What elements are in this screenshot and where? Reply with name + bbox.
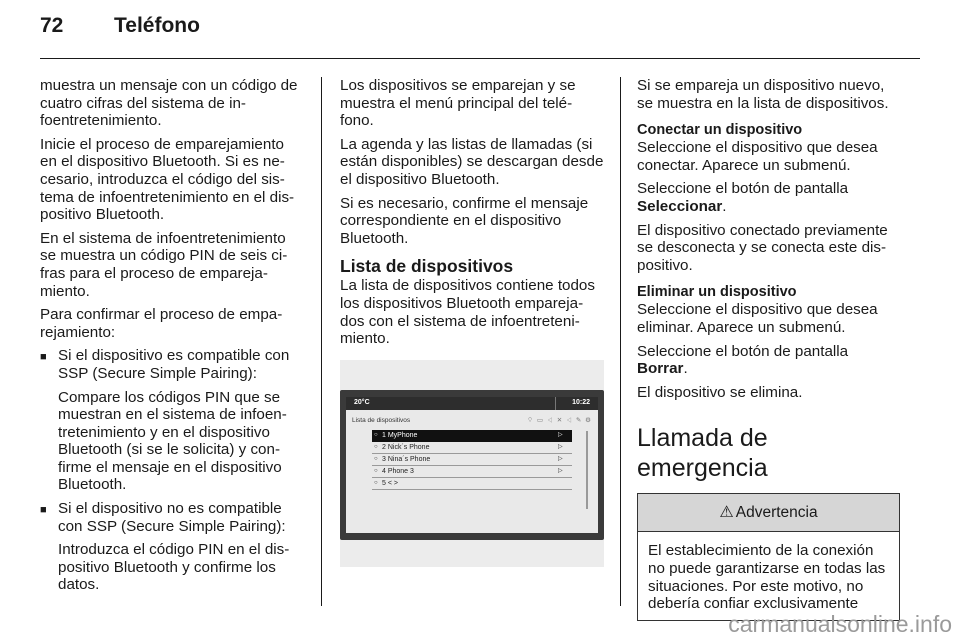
status-bar [346,397,598,410]
warning-text: El establecimiento de la conexión no puede garantizarse en todas las situaciones. Por este motivo, no debería confiar exclusivamente [648,542,886,613]
column-divider [321,77,322,606]
warning-box [637,493,900,621]
header-rule [40,58,920,59]
paragraph: El dispositivo se elimina. [637,383,803,401]
warning-header [638,494,899,532]
status-separator [555,397,556,410]
text: Seleccione el botón de pantalla [637,180,849,198]
radio-icon: ○ [374,432,378,439]
arrow-right-icon: ▷ [558,468,563,475]
bullet-square-icon: ■ [40,351,47,364]
display-bezel [340,390,604,540]
radio-icon: ○ [374,444,378,451]
page-header [40,14,200,54]
device-name: 1 MyPhone [382,432,418,440]
bullet-subtext: Compare los códigos PIN que se muestran en el sistema de infoen- tretenimiento y en el dispositivo Bluetooth (si se le solicita) y con- firme el mensaje en el dispositivo Bluetooth. [58,388,287,494]
page-number: 72 [40,14,64,37]
column-2 [340,77,606,567]
bullet-text: Si el dispositivo es compatible con SSP (Secure Simple Pairing): [58,347,290,382]
device-list-screenshot [340,360,604,567]
scrollbar[interactable] [586,431,588,509]
bullet-text: Si el dispositivo no es compatible con SSP (Secure Simple Pairing): [58,500,286,535]
bullet-square-icon: ■ [40,504,47,517]
column-divider [620,77,621,606]
warning-title: Advertencia [735,504,818,522]
paragraph: Seleccione el botón de pantalla Seleccionar. [637,180,849,215]
status-icons: ⌔ ▭ ◁ ✕ ◁ ✎ ⚙ [526,416,592,424]
paragraph: Si se empareja un dispositivo nuevo, se muestra en la lista de dispositivos. [637,77,889,112]
watermark: carmanualsonline.info [728,611,952,637]
section-heading: Lista de dispositivos [340,256,514,277]
section-title: Llamada de emergencia [637,424,768,483]
paragraph: Para confirmar el proceso de empa- rejamiento: [40,306,283,341]
paragraph: Inicie el proceso de emparejamiento en el dispositivo Bluetooth. Si es ne- cesario, introduzca el código del sis- tema de infoentretenimiento en el dis- positivo Bluetooth. [40,135,295,224]
paragraph: La lista de dispositivos contiene todos los dispositivos Bluetooth empareja- dos con el sistema de infoentreteni- miento. [340,277,595,348]
device-name: 2 Nick´s Phone [382,444,430,452]
radio-icon: ○ [374,480,378,487]
paragraph: muestra un mensaje con un código de cuatro cifras del sistema de in- foentretenimiento. [40,77,298,130]
radio-icon: ○ [374,456,378,463]
paragraph: En el sistema de infoentretenimiento se muestra un código PIN de seis ci- fras para el proceso de empareja- miento. [40,229,288,300]
device-name: 5 < > [382,480,398,488]
paragraph: El dispositivo conectado previamente se desconecta y se conecta este dis- positivo. [637,221,888,274]
button-reference: Seleccionar [637,197,723,215]
arrow-right-icon: ▷ [558,444,563,451]
temperature: 20°C [354,399,370,407]
paragraph: Si es necesario, confirme el mensaje correspondiente en el dispositivo Bluetooth. [340,194,589,247]
warning-triangle-icon: ⚠ [719,504,734,522]
paragraph: La agenda y las listas de llamadas (si están disponibles) se descargan desde el dispositivo Bluetooth. [340,135,604,188]
display-screen [346,397,598,533]
bullet-subtext: Introduzca el código PIN en el dis- positivo Bluetooth y confirme los datos. [58,541,290,594]
paragraph: Seleccione el botón de pantalla Borrar. [637,342,849,378]
arrow-right-icon: ▷ [558,432,563,439]
bullet-item [40,347,302,382]
clock: 10:22 [572,399,590,407]
arrow-right-icon: ▷ [558,456,563,463]
paragraph: Seleccione el dispositivo que desea eliminar. Aparece un submenú. [637,301,878,336]
column-3 [637,77,903,621]
subheading-connect: Conectar un dispositivo [637,122,803,139]
column-1 [40,77,302,600]
subheading-delete: Eliminar un dispositivo [637,284,797,301]
bullet-item [40,500,302,535]
list-item[interactable] [372,478,572,490]
paragraph: Los dispositivos se emparejan y se muestra el menú principal del telé- fono. [340,77,576,130]
device-name: 3 Nina´s Phone [382,456,431,464]
list-title: Lista de dispositivos [352,416,411,424]
device-name: 4 Phone 3 [382,468,414,476]
button-reference: Borrar [637,360,684,378]
chapter-title: Teléfono [114,14,200,37]
text: Seleccione el botón de pantalla [637,342,849,360]
paragraph: Seleccione el dispositivo que desea conectar. Aparece un submenú. [637,139,878,174]
radio-icon: ○ [374,468,378,475]
